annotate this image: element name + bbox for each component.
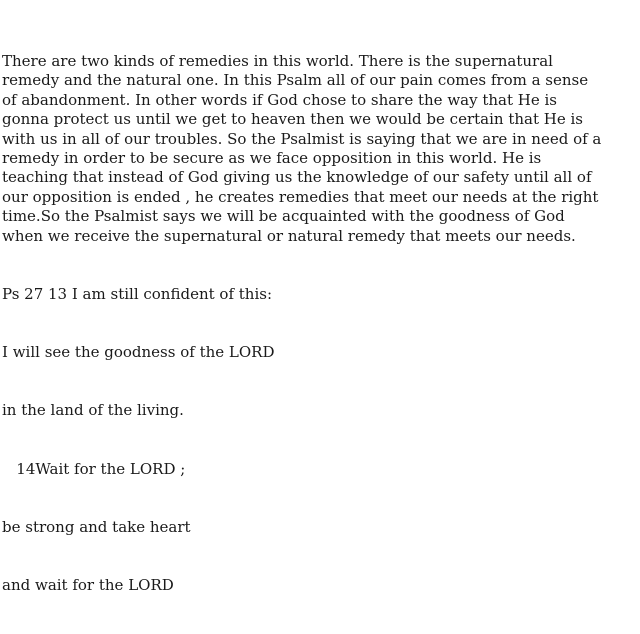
verse-line: be strong and take heart (2, 517, 191, 536)
paragraph-line: of abandonment. In other words if God chose to share the way that He is (2, 90, 557, 109)
verse-line: and wait for the LORD (2, 575, 174, 594)
paragraph-line: gonna protect us until we get to heaven then we would be certain that He is (2, 110, 583, 129)
paragraph-line: when we receive the supernatural or natural remedy that meets our needs. (2, 226, 576, 245)
paragraph-line: teaching that instead of God giving us the knowledge of our safety until all of (2, 168, 592, 187)
verse-line: I will see the goodness of the LORD (2, 343, 275, 362)
commentary-paragraph (0, 52, 640, 246)
paragraph-line: time.So the Psalmist says we will be acquainted with the goodness of God (2, 207, 565, 226)
scripture-quote (0, 246, 640, 634)
verse-line: 14Wait for the LORD ; (2, 459, 186, 478)
paragraph-line: our opposition is ended , he creates remedies that meet our needs at the right (2, 187, 599, 206)
document-body (0, 52, 640, 634)
paragraph-line: remedy in order to be secure as we face opposition in this world. He is (2, 149, 542, 168)
verse-line: in the land of the living. (2, 401, 184, 420)
paragraph-line: with us in all of our troubles. So the Psalmist is saying that we are in need of a (2, 129, 602, 148)
paragraph-line: remedy and the natural one. In this Psalm all of our pain comes from a sense (2, 71, 589, 90)
paragraph-line: There are two kinds of remedies in this world. There is the supernatural (2, 52, 553, 70)
verse-line: Ps 27 13 I am still confident of this: (2, 284, 272, 303)
